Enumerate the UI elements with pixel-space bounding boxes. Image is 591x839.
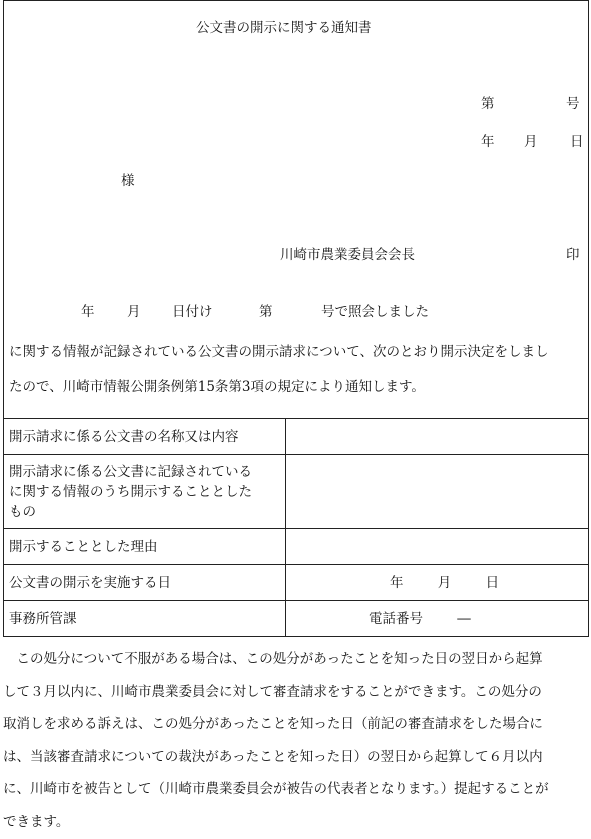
body-line-2: たので、川崎市情報公開条例第15条第3項の規定により通知します。 [9,379,425,395]
ref-hizuke: 日付け [172,304,213,320]
sender-name: 川崎市農業委員会会長 [280,247,415,263]
date-hi: 日 [570,134,584,150]
row-value-disclosed-info [286,455,589,529]
table-row [4,419,589,455]
row-label-document-name: 開示請求に係る公文書の名称又は内容 [4,419,286,455]
row-label-department: 事務所管課 [4,601,286,637]
number-gou: 号 [566,96,580,112]
seal-mark: 印 [566,247,580,263]
date-tsuki: 月 [524,134,538,150]
ref-nen: 年 [81,304,95,320]
row-value-reason [286,529,589,565]
ref-dai: 第 [259,304,273,320]
row-value-disclosure-date: 年 月 日 [286,565,589,601]
ref-gou-text: 号で照会しました [321,304,429,320]
table-row [4,601,589,637]
addressee-sama: 様 [121,173,135,189]
body-line-1: に関する情報が記録されている公文書の開示請求について、次のとおり開示決定をしまし [9,344,549,360]
row-label-reason: 開示することとした理由 [4,529,286,565]
table-row [4,455,589,529]
table-row [4,529,589,565]
table-row [4,565,589,601]
row-value-document-name [286,419,589,455]
row-label-disclosure-date: 公文書の開示を実施する日 [4,565,286,601]
row-label-disclosed-info: 開示請求に係る公文書に記録されている に関する情報のうち開示することとした もの [4,455,286,529]
number-dai: 第 [481,96,495,112]
document-title: 公文書の開示に関する通知書 [196,20,372,36]
disclosure-table [3,418,589,637]
ref-tsuki: 月 [127,304,141,320]
date-nen: 年 [481,134,495,150]
row-value-department: 電話番号 ― [286,601,589,637]
appeal-notice: この処分について不服がある場合は、この処分があったことを知った日の翌日から起算 して３月以内に、川崎市農業委員会に対して審査請求をすることができます。この処分の 取消しを求める訴えは、この処分があったことを知った日（前記の審査請求をした場合に は、当該審査請求についての裁決があったことを知った日）の翌日から起算して６月以内 に、川崎市を被告として（川崎市農業委員会が被告の代表者となります。）提起することが できます。 [3,651,549,830]
